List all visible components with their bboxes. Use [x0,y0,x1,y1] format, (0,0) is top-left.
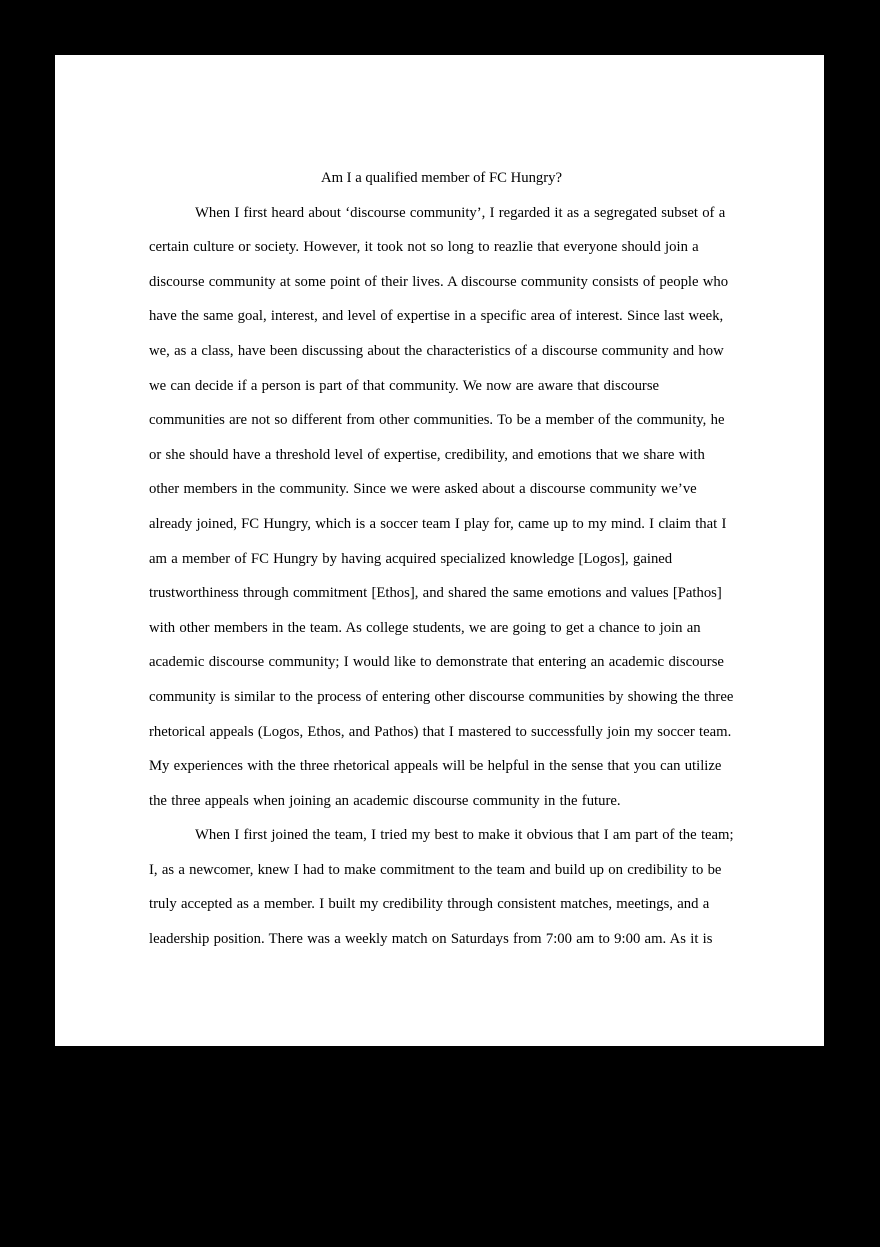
document-title: Am I a qualified member of FC Hungry? [320,170,563,186]
paragraph-2: When I first joined the team, I tried my best to make it obvious that I am part of the team; I, as a newcomer, knew I had to make commitment to the team and build up on credibility to be truly accepted as a member. I built my credibility through consistent matches, meetings, and a leadership position. There was a weekly match on Saturdays from 7:00 am to 9:00 am. As it is [149,827,734,948]
document-page [55,55,824,1046]
document-text-body [149,161,734,957]
paragraph-1: When I first heard about ‘discourse community’, I regarded it as a segregated subset of a certain culture or society. However, it took not so long to reazlie that everyone should join a discourse community at some point of their lives. A discourse community consists of people who have the same goal, interest, and level of expertise in a specific area of interest. Since last week, we, as a class, have been discussing about the characteristics of a discourse community and how we can decide if a person is part of that community. We now are aware that discourse communities are not so different from other communities. To be a member of the community, he or she should have a threshold level of expertise, credibility, and emotions that we share with other members in the community. Since we were asked about a discourse community we’ve already joined, FC Hungry, which is a soccer team I play for, came up to my mind. I claim that I am a member of FC Hungry by having acquired specialized knowledge [Logos], gained trustworthiness through commitment [Ethos], and shared the same emotions and values [Pathos] with other members in the team. As college students, we are going to get a chance to join an academic discourse community; I would like to demonstrate that entering an academic discourse community is similar to the process of entering other discourse communities by showing the three rhetorical appeals (Logos, Ethos, and Pathos) that I mastered to successfully join my soccer team. My experiences with the three rhetorical appeals will be helpful in the sense that you can utilize the three appeals when joining an academic discourse community in the future. [149,204,734,809]
